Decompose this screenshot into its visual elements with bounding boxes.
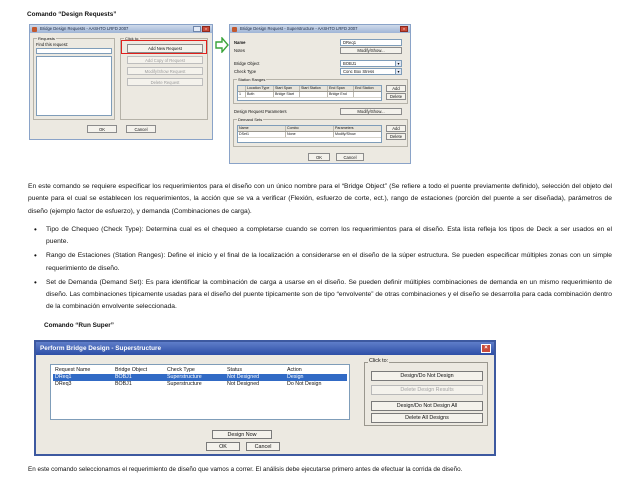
col-action: Action — [287, 367, 302, 373]
col-location-type: Location Type — [246, 86, 274, 91]
col-start-station: Start Station — [300, 86, 328, 91]
ok-button[interactable]: OK — [87, 125, 117, 133]
bullet-station-ranges: • Rango de Estaciones (Station Ranges): Define el inicio y el final de la localización a considerarse en el diseño de la súper estructura. Se pueden especificar múltiples zonas con un simple requerimiento de diseño. — [28, 250, 612, 274]
col-status: Status — [227, 367, 243, 373]
window-title: Perform Bridge Design - Superstructure — [40, 345, 162, 352]
delete-all-designs-button[interactable]: Delete All Designs — [371, 413, 483, 423]
find-request-input[interactable] — [36, 48, 112, 54]
section-heading-design-requests: Comando “Design Requests” — [27, 11, 117, 18]
section-heading-run-super: Comando “Run Super” — [44, 322, 114, 329]
params-label: Design Request Parameters — [234, 109, 287, 114]
arrow-right-icon — [215, 37, 229, 53]
paragraph-design-requests: En este comando se requiere especificar los requerimientos para el diseño con un único nombre para el “Bridge Object” (Se refiere a todo el puente previamente definido), selección del objeto del puente para el cual se establecen los requerimientos, la acción que se va a verificar (Flexión, esfuerzo de corte, ect.), rango de estaciones (porción del puente a ser diseñada), parámetros de diseño (ejemplo factor de esfuerzo), y demanda (Combinaciones de carga). — [28, 183, 612, 215]
notes-modify-button[interactable]: Modify/Show... — [340, 47, 402, 54]
demand-sets-group — [233, 119, 408, 147]
find-request-label: Find this request: — [36, 42, 69, 47]
click-to-group — [364, 358, 488, 426]
cancel-button[interactable]: Cancel — [336, 153, 364, 161]
col-parameters: Parameters — [335, 126, 354, 130]
highlight-box — [121, 40, 207, 54]
table-row[interactable]: DReq3 BOBJ1 Superstructure Not Designed Do Not Design — [55, 381, 322, 387]
demand-sets-table[interactable] — [237, 125, 382, 143]
add-station-button[interactable]: Add — [386, 85, 406, 92]
design-do-not-design-all-button[interactable]: Design/Do Not Design All — [371, 401, 483, 411]
design-now-button[interactable]: Design Now — [212, 430, 272, 439]
delete-station-button[interactable]: Delete — [386, 93, 406, 100]
table-row-selected[interactable]: DReq1 BOBJ1 Superstructure Not Designed Design — [53, 374, 347, 381]
minimize-button[interactable] — [193, 26, 201, 32]
cancel-button[interactable]: Cancel — [126, 125, 156, 133]
col-end-span: End Span — [328, 86, 354, 91]
perform-bridge-design-window — [34, 340, 496, 456]
ok-button[interactable]: OK — [308, 153, 330, 161]
table-row[interactable]: 1 Both Bridge Start Bridge End — [238, 92, 381, 98]
station-ranges-table[interactable] — [237, 85, 382, 101]
close-button[interactable]: × — [481, 344, 491, 353]
delete-design-results-button[interactable]: Delete Design Results — [371, 385, 483, 395]
ok-button[interactable]: OK — [206, 442, 240, 451]
app-icon — [32, 27, 37, 32]
table-row[interactable]: DSet1 None Modify/Show — [238, 132, 381, 138]
design-requests-table[interactable] — [50, 364, 350, 420]
close-button[interactable]: × — [400, 26, 408, 32]
demand-sets-label: Demand Sets — [238, 117, 263, 122]
station-ranges-group — [233, 79, 408, 104]
add-copy-of-request-button[interactable]: Add Copy of Request — [127, 56, 203, 64]
add-new-request-button[interactable]: Add New Request — [127, 44, 203, 53]
bullet-check-type: • Tipo de Chequeo (Check Type): Determina cual es el chequeo a completarse cuando se corren los requerimientos para el diseño. Esta lista refleja los tipos de Deck a ser usados en el puente. — [28, 224, 612, 248]
paragraph-run-super: En este comando seleccionamos el requerimiento de diseño que vamos a correr. El análisis debe ejecutarse primero antes de efectuar la corrida de diseño. — [28, 466, 463, 473]
requests-group — [33, 38, 115, 120]
add-demand-button[interactable]: Add — [386, 125, 406, 132]
col-check-type: Check Type — [167, 367, 195, 373]
click-to-label: Click to: — [369, 358, 389, 364]
station-ranges-label: Station Ranges — [238, 77, 266, 82]
design-do-not-design-button[interactable]: Design/Do Not Design — [371, 371, 483, 381]
bridge-object-label: Bridge Object — [234, 61, 260, 66]
window-controls — [400, 26, 408, 32]
window-titlebar — [230, 25, 410, 33]
params-modify-button[interactable]: Modify/Show... — [340, 108, 402, 115]
check-type-label: Check Type — [234, 69, 257, 74]
name-input[interactable]: DReq1 — [340, 39, 402, 46]
bullet-list — [28, 224, 612, 315]
col-combo: Combo — [286, 126, 334, 131]
requests-listbox[interactable] — [36, 56, 112, 116]
window-titlebar — [36, 342, 494, 355]
click-to-label: Click to: — [125, 36, 140, 41]
window-controls — [193, 26, 210, 32]
notes-label: Notes — [234, 48, 245, 53]
app-icon — [232, 27, 237, 32]
delete-request-button[interactable]: Delete Request — [127, 78, 203, 86]
window-title: Bridge Design Request - Superstructure - AASHTO LRFD 2007 — [240, 26, 358, 31]
col-name: Name — [238, 126, 286, 131]
col-start-span: Start Span — [274, 86, 300, 91]
bridge-object-select[interactable]: BOBJ1 ▾ — [340, 60, 402, 67]
check-type-select[interactable]: Conc Box Stress ▾ — [340, 68, 402, 75]
requests-group-label: Requests — [38, 36, 55, 41]
name-label: Name — [234, 40, 246, 45]
col-end-station: End Station — [355, 86, 374, 90]
modify-show-request-button[interactable]: Modify/Show Request — [127, 67, 203, 75]
design-request-window — [229, 24, 411, 164]
bullet-demand-set: • Set de Demanda (Demand Set): Es para identificar la combinación de carga a usarse en el diseño. Se pueden definir múltiples combinaciones de demanda en un mismo requerimiento de diseño. Las combinaciones típicamente usadas para el diseño del puente típicamente son de tipo “envolvente” de otras combinaciones y el diseño se desarrolla para cada combinación dentro de la combinación envolvente seleccionada. — [28, 277, 612, 314]
delete-demand-button[interactable]: Delete — [386, 133, 406, 140]
window-titlebar — [30, 25, 212, 33]
window-title: Bridge Design Requests - AASHTO LRFD 2007 — [40, 26, 129, 31]
col-bridge-object: Bridge Object — [115, 367, 148, 373]
close-button[interactable]: × — [202, 26, 210, 32]
col-request-name: Request Name — [55, 367, 91, 373]
cancel-button[interactable]: Cancel — [246, 442, 280, 451]
